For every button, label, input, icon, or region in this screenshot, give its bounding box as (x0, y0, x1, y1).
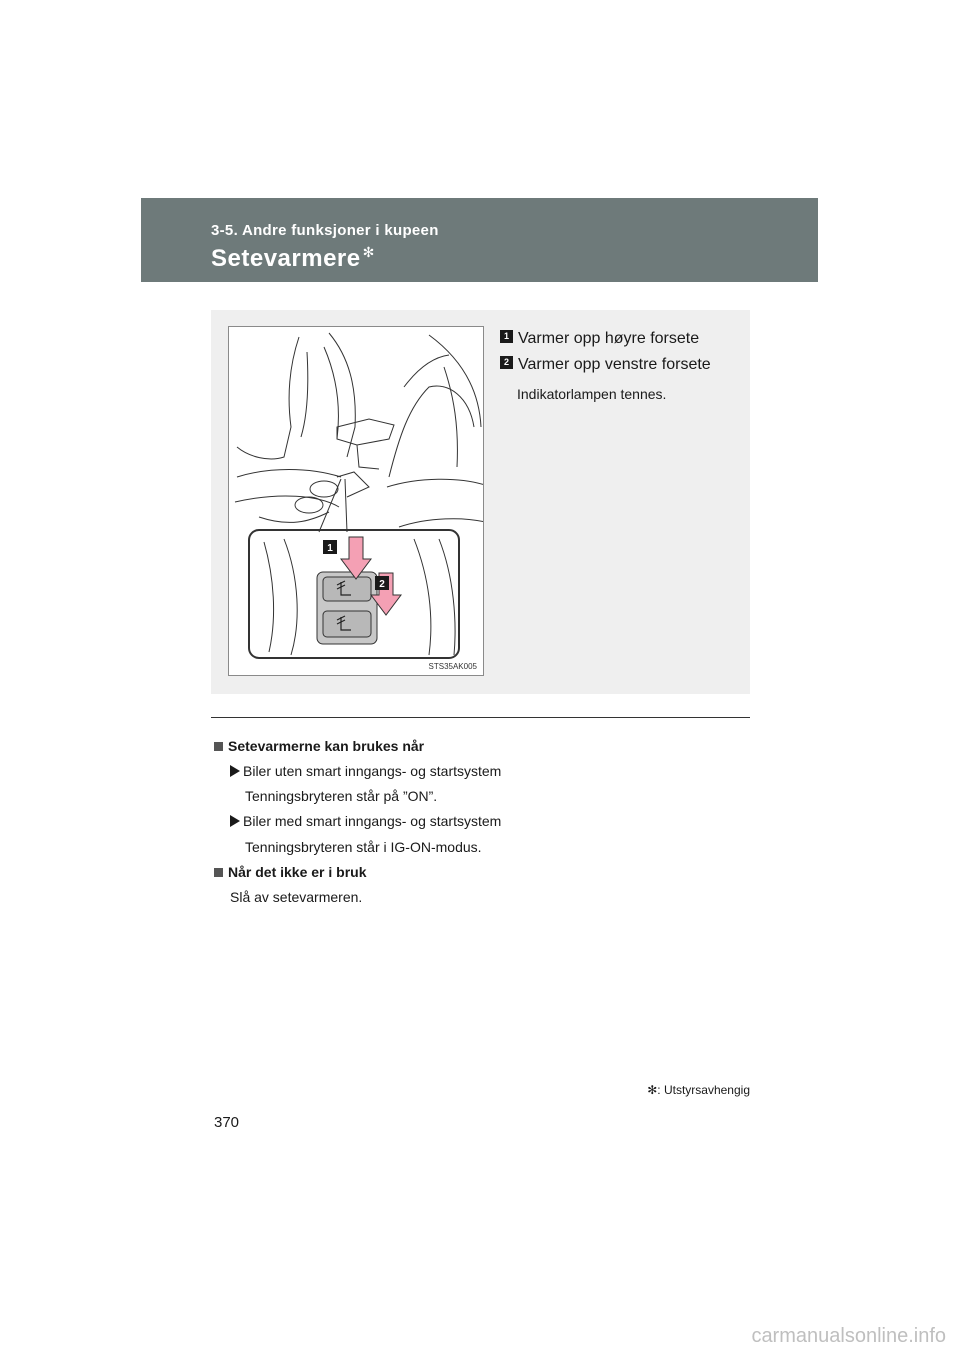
optional-equipment-mark: ✻ (362, 244, 375, 260)
square-bullet-icon (214, 742, 223, 751)
seat-heater-illustration (228, 326, 484, 676)
heading-usable-when (214, 738, 424, 754)
page-title (211, 244, 375, 273)
case-1-label (230, 763, 501, 779)
not-in-use-text: Slå av setevarmeren. (230, 889, 363, 905)
section-label: 3-5. Andre funksjoner i kupeen (211, 222, 439, 239)
callout-1 (323, 540, 337, 554)
legend-number-1: 1 (500, 330, 513, 343)
heading-not-in-use (214, 864, 367, 880)
heading-usable-when-text: Setevarmerne kan brukes når (228, 738, 425, 754)
triangle-bullet-icon (230, 815, 240, 827)
footnote (647, 1083, 750, 1097)
callout-2-label: 2 (379, 579, 385, 590)
heading-not-in-use-text: Når det ikke er i bruk (228, 864, 367, 880)
legend-number-2: 2 (500, 356, 513, 369)
legend-item-1 (500, 330, 699, 348)
legend-text-2: Varmer opp venstre forsete (518, 356, 711, 373)
footnote-mark: ✻ (647, 1083, 658, 1097)
callout-2 (375, 576, 389, 590)
indicator-note: Indikatorlampen tennes. (517, 386, 667, 402)
case-2-text: Tenningsbryteren står i IG-ON-modus. (245, 839, 482, 855)
case-1-text: Tenningsbryteren står på ”ON”. (245, 788, 438, 804)
section-header (141, 198, 818, 282)
title-text: Setevarmere (211, 245, 361, 272)
legend-item-2 (500, 356, 711, 374)
divider (211, 717, 750, 718)
case-2-label-text: Biler med smart inngangs- og startsystem (243, 813, 502, 829)
case-1-label-text: Biler uten smart inngangs- og startsystem (243, 763, 502, 779)
case-2-label (230, 813, 501, 829)
seat-illustration-svg (229, 327, 484, 676)
watermark: carmanualsonline.info (751, 1325, 946, 1347)
square-bullet-icon (214, 868, 223, 877)
triangle-bullet-icon (230, 765, 240, 777)
callout-1-label: 1 (327, 543, 333, 554)
legend-text-1: Varmer opp høyre forsete (518, 330, 700, 347)
page-number: 370 (214, 1114, 240, 1131)
footnote-text: : Utstyrsavhengig (657, 1083, 750, 1097)
figure-code: STS35AK005 (428, 662, 477, 671)
